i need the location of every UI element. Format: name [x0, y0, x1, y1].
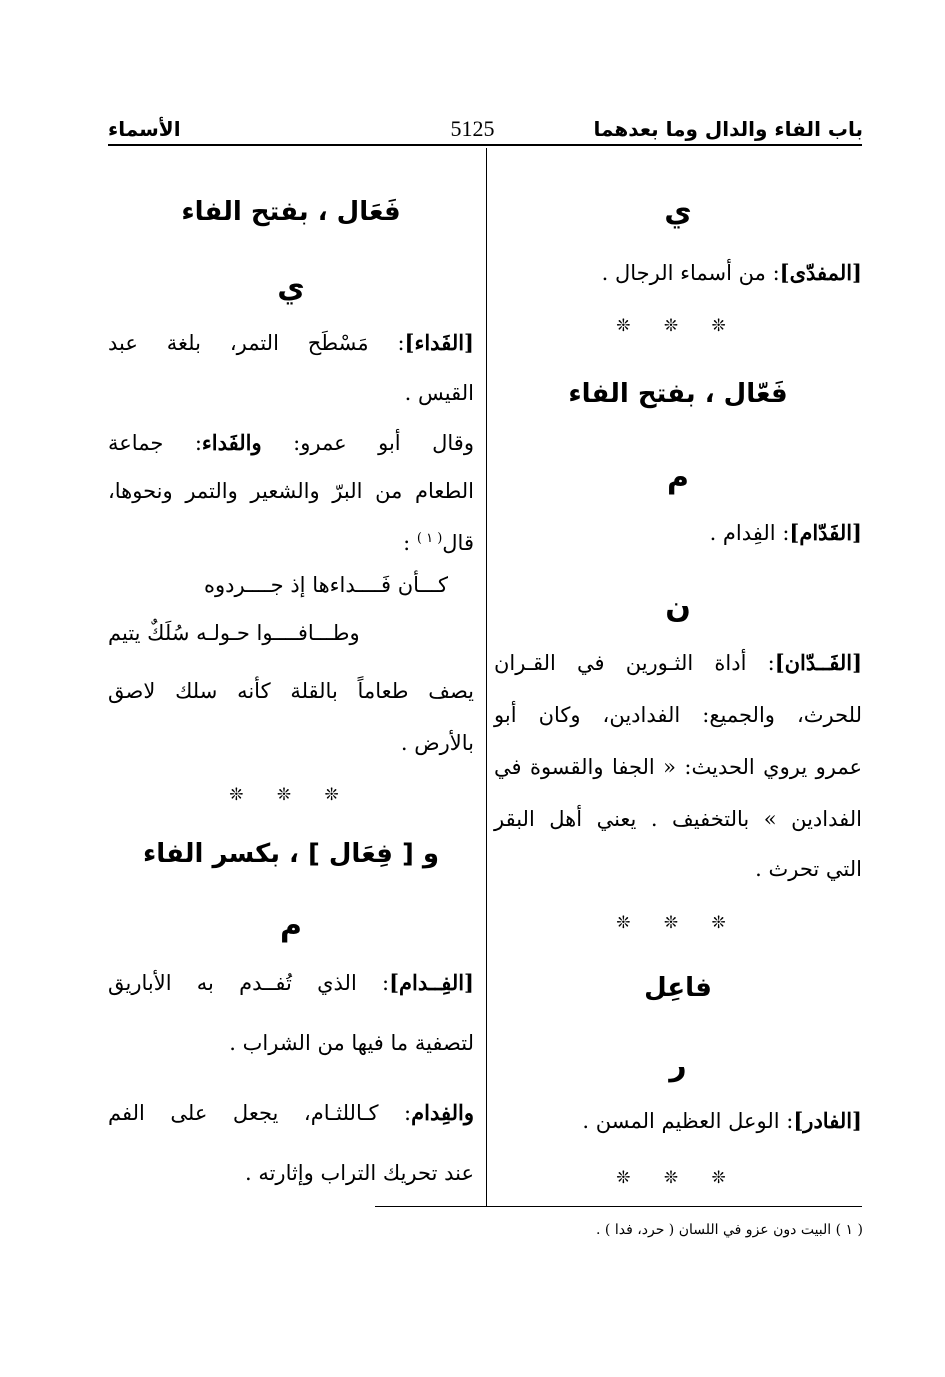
entry-text: وقال أبو عمرو: — [293, 431, 474, 455]
header-rule — [108, 144, 862, 146]
entry-term: والفَداء — [201, 430, 262, 455]
entry-fadaa-line: القيس . — [404, 381, 474, 405]
entry-term: [الفِــدام] — [389, 970, 474, 995]
section-separator: ❊ ❊ ❊ — [616, 913, 740, 933]
entry-term: [الفادر] — [793, 1108, 862, 1133]
entry-fidam-line: لتصفية ما فيها من الشراب . — [229, 1031, 474, 1055]
entry-faddan-line: التي تحرث . — [755, 857, 862, 881]
pattern-heading: فَعّال ، بفتح الفاء — [568, 379, 788, 409]
letter-heading-ya: ي — [277, 270, 305, 305]
entry-term: [المفدّى] — [779, 260, 862, 285]
letter-heading-nun: ن — [665, 590, 691, 625]
footnote-reference[interactable]: ( ١ ) — [416, 531, 443, 546]
section-separator: ❊ ❊ ❊ — [616, 1168, 740, 1188]
entry-term: [الفَداء] — [404, 330, 474, 355]
entry-term: [الفَــدّان] — [774, 650, 862, 675]
entry-definition: : مَسْطَح التمر، بلغة عبد — [108, 331, 405, 355]
entry-fadaa-line — [108, 328, 474, 358]
entry-definition: : كـاللثـام، يجعل على الفم — [108, 1101, 412, 1125]
entry-definition: : الذي تُفــدم به الأباريق — [108, 971, 390, 995]
entry-definition: : من أسماء الرجال . — [601, 261, 780, 285]
entry-text: : — [403, 531, 411, 555]
entry-text: قال — [442, 531, 474, 555]
entry-fidam2-line — [108, 1098, 474, 1128]
entry-faddan-line — [494, 648, 862, 678]
entry-faddan-line: الفدادين » بالتخفيف . يعني أهل البقر — [494, 807, 862, 831]
entry-term: [الفَدّام] — [789, 520, 862, 545]
entry-mufda — [494, 258, 862, 288]
entry-abu-amr-line: الطعام من البرّ والشعير والتمر ونحوها، — [108, 479, 474, 503]
entry-definition: : أداة الثـورين في القـران — [494, 651, 775, 675]
entry-faddam — [494, 518, 862, 548]
entry-fidam2-line: عند تحريك التراب وإثارته . — [244, 1161, 474, 1185]
entry-fadir — [494, 1106, 862, 1136]
pattern-heading: فاعِل — [644, 973, 712, 1003]
verse-line: كـــأن فَــــداءها إذ جــــردوه — [203, 573, 448, 597]
letter-heading-ya: ي — [664, 194, 692, 229]
footnote: ( ١ ) البيت دون عزو في اللسان ( حرد، فدا ) . — [596, 1222, 863, 1238]
entry-term: والفِدام — [411, 1100, 474, 1125]
explanation-line: يصف طعاماً بالقلة كأنه سلك لاصق — [108, 679, 474, 703]
pattern-heading: و [ فِعَال ] ، بكسر الفاء — [142, 839, 440, 869]
entry-text: : جماعة — [108, 431, 202, 455]
section-header: الأسماء — [108, 117, 181, 141]
footnote-rule — [375, 1206, 862, 1207]
page-number: 5125 — [450, 116, 495, 141]
letter-heading-mim: م — [280, 908, 302, 943]
entry-abu-amr-line — [108, 524, 474, 558]
verse-line: وطـــافــــوا حـولـه سُلَكٌ يتيم — [108, 621, 360, 645]
entry-fidam-line — [108, 968, 474, 998]
entry-faddan-line: للحرث، والجميع: الفدادين، وكان أبو — [494, 703, 862, 727]
section-separator: ❊ ❊ ❊ — [229, 785, 353, 805]
entry-faddan-line: عمرو يروي الحديث: « الجفا والقسوة في — [494, 755, 862, 779]
entry-definition: : الوعل العظيم المسن . — [582, 1109, 794, 1133]
chapter-header: باب الفاء والدال وما بعدهما — [593, 117, 863, 141]
entry-definition: : الفِدام . — [709, 521, 790, 545]
section-separator: ❊ ❊ ❊ — [616, 316, 740, 336]
pattern-heading: فَعَال ، بفتح الفاء — [181, 197, 401, 227]
letter-heading-mim: م — [667, 460, 689, 495]
column-divider — [486, 148, 487, 1206]
explanation-line: بالأرض . — [400, 731, 474, 755]
letter-heading-ra: ر — [669, 1048, 687, 1083]
entry-abu-amr-line — [108, 428, 474, 458]
